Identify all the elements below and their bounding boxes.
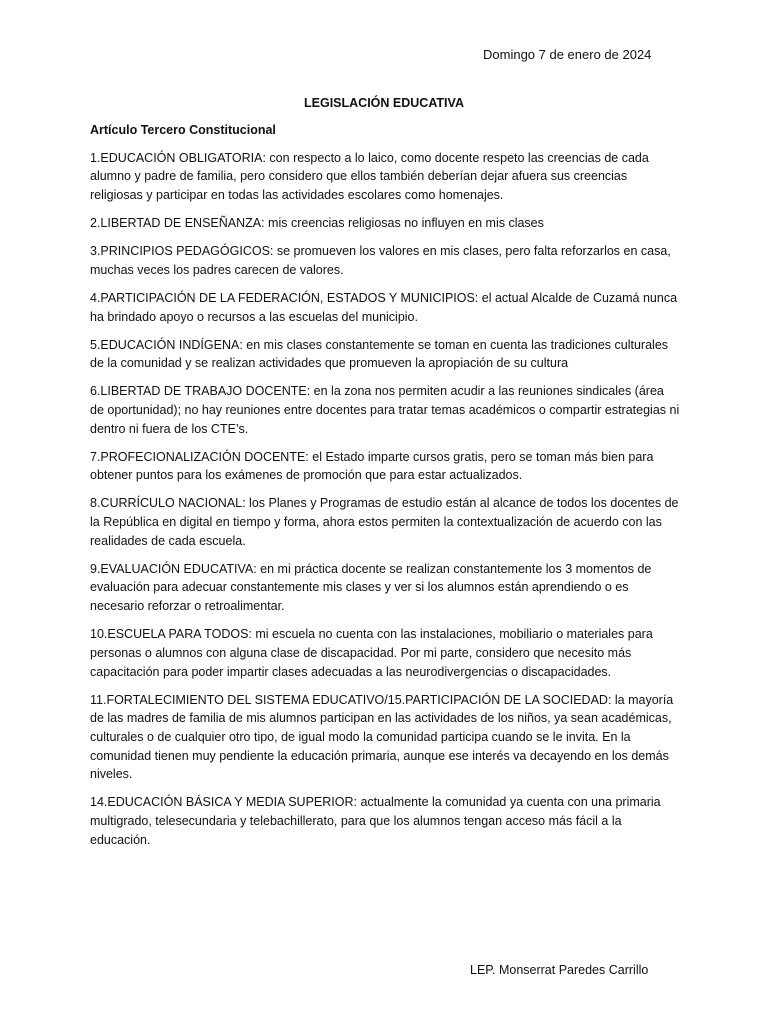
- paragraph-educacion-basica-media: 14.EDUCACIÓN BÁSICA Y MEDIA SUPERIOR: actualmente la comunidad ya cuenta con una primaria multigrado, telesecundaria y telebachillerato, para que los alumnos tengan acceso más fácil a la educación.: [90, 795, 661, 847]
- document-body: [90, 121, 680, 859]
- document-date: Domingo 7 de enero de 2024: [483, 47, 652, 62]
- document-title: LEGISLACIÓN EDUCATIVA: [304, 96, 464, 110]
- paragraph-curriculo-nacional: 8.CURRÍCULO NACIONAL: los Planes y Programas de estudio están al alcance de todos los docentes de la República en digital en tiempo y forma, ahora estos permiten la contextualización de acuerdo con las realidades de cada escuela.: [90, 496, 679, 548]
- paragraph-libertad-ensenanza: 2.LIBERTAD DE ENSEÑANZA: mis creencias religiosas no influyen en mis clases: [90, 216, 544, 231]
- paragraph-principios-pedagogicos: 3.PRINCIPIOS PEDAGÓGICOS: se promueven los valores en mis clases, pero falta reforzarlos en casa, muchas veces los padres carecen de valores.: [90, 244, 671, 277]
- document-signature: LEP. Monserrat Paredes Carrillo: [470, 963, 649, 977]
- paragraph-profesionalizacion-docente: 7.PROFECIONALIZACIÓN DOCENTE: el Estado imparte cursos gratis, pero se toman más bien para obtener puntos para los exámenes de promoción que para estar actualizados.: [90, 449, 654, 483]
- paragraph-evaluacion-educativa: 9.EVALUACIÓN EDUCATIVA: en mi práctica docente se realizan constantemente los 3 momentos de evaluación para adecuar constantemente mis clases y ver si los alumnos están aprendiendo o es necesario reforzar o retroalimentar.: [90, 561, 652, 614]
- paragraph-participacion-federacion: 4.PARTICIPACIÓN DE LA FEDERACIÓN, ESTADOS Y MUNICIPIOS: el actual Alcalde de Cuzamá nunca ha brindado apoyo o recursos a las escuelas del municipio.: [90, 290, 678, 324]
- paragraph-escuela-para-todos: 10.ESCUELA PARA TODOS: mi escuela no cuenta con las instalaciones, mobiliario o materiales para personas o alumnos con alguna clase de discapacidad. Por mi parte, considero que necesito más capacitación para poder impartir clases adecuadas a las neurodivergencias o discapacidades.: [90, 627, 653, 679]
- document-subtitle: Artículo Tercero Constitucional: [90, 123, 276, 137]
- paragraph-libertad-trabajo-docente: 6.LIBERTAD DE TRABAJO DOCENTE: en la zona nos permiten acudir a las reuniones sindicales (área de oportunidad); no hay reuniones entre docentes para tratar temas académicos o compartir estrategias ni dentro ni fuera de los CTE’s.: [90, 384, 680, 436]
- paragraph-fortalecimiento-sistema: 11.FORTALECIMIENTO DEL SISTEMA EDUCATIVO/15.PARTICIPACIÓN DE LA SOCIEDAD: la mayoría de las madres de familia de mis alumnos participan en las actividades de los niños, ya sean académicas, culturales o de cualquier otro tipo, de igual modo la comunidad participa cuando se le invita. En la comunidad tienen muy pendiente la educación primaria, aunque ese interés va decayendo en los demás niveles.: [90, 692, 674, 782]
- paragraph-educacion-indigena: 5.EDUCACIÓN INDÍGENA: en mis clases constantemente se toman en cuenta las tradiciones culturales de la comunidad y se realizan actividades que promueven la apropiación de su cultura: [90, 337, 669, 371]
- paragraph-educacion-obligatoria: 1.EDUCACIÓN OBLIGATORIA: con respecto a lo laico, como docente respeto las creencias de cada alumno y padre de familia, pero considero que ellos también deberían dejar afuera sus creencias religiosas y participar en todas las actividades escolares como homenajes.: [90, 150, 649, 203]
